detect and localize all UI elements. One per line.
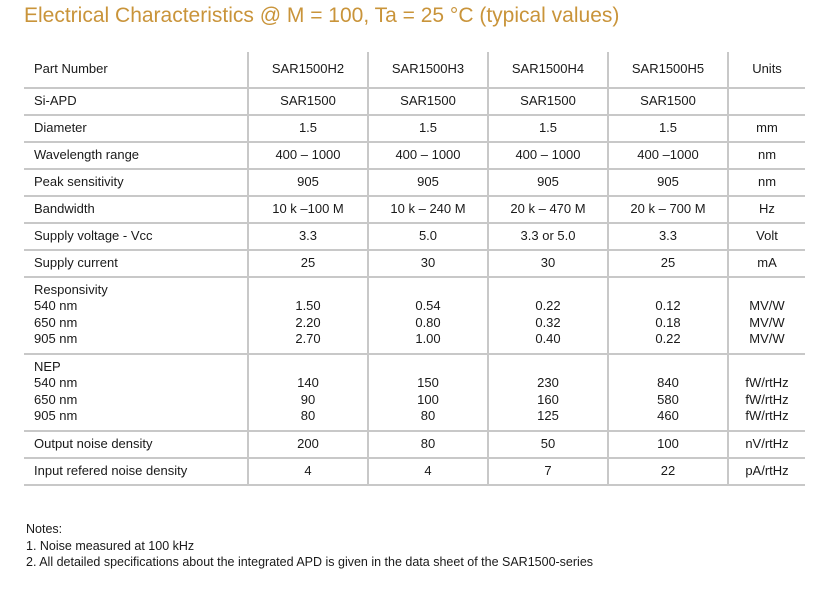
row-label — [24, 277, 248, 354]
nep-value: 125 — [537, 408, 559, 423]
note-item: 2. All detailed specifications about the integrated APD is given in the data sheet of the SAR1500-series — [26, 555, 594, 569]
responsivity-value: 0.54 — [415, 298, 441, 313]
table-row — [24, 169, 805, 196]
table-row — [24, 458, 805, 485]
cell-value — [368, 354, 488, 431]
responsivity-value: 0.32 — [535, 314, 561, 330]
specifications-table — [24, 52, 805, 486]
cell-value: SAR1500 — [368, 88, 488, 115]
nep-value: 140 — [297, 375, 319, 390]
cell-value — [248, 354, 368, 431]
responsivity-label: Responsivity — [34, 281, 108, 297]
cell-value — [488, 354, 608, 431]
nep-value: 840 — [657, 375, 679, 390]
responsivity-value: 2.70 — [295, 331, 321, 346]
wavelength-label: 650 nm — [34, 314, 78, 330]
responsivity-value: 0.22 — [655, 331, 681, 346]
table-row — [24, 431, 805, 458]
wavelength-label: 905 nm — [34, 331, 78, 346]
responsivity-value: 0.40 — [535, 331, 561, 346]
row-label: Peak sensitivity — [24, 169, 248, 196]
cell-value: 80 — [368, 431, 488, 458]
cell-value — [488, 277, 608, 354]
cell-value: 25 — [248, 250, 368, 277]
cell-unit: nm — [728, 142, 805, 169]
cell-value: 905 — [488, 169, 608, 196]
cell-value: SAR1500 — [608, 88, 728, 115]
header-part-h4: SAR1500H4 — [488, 52, 608, 88]
cell-unit: pA/rtHz — [728, 458, 805, 485]
cell-unit: nm — [728, 169, 805, 196]
row-label: Output noise density — [24, 431, 248, 458]
cell-value — [248, 277, 368, 354]
nep-value: 230 — [537, 375, 559, 390]
cell-value: 100 — [608, 431, 728, 458]
cell-value: 905 — [248, 169, 368, 196]
responsivity-unit: MV/W — [749, 314, 785, 330]
nep-value: 580 — [657, 391, 679, 407]
responsivity-value: 0.12 — [655, 298, 681, 313]
note-item: 1. Noise measured at 100 kHz — [26, 538, 195, 553]
cell-value: 400 – 1000 — [248, 142, 368, 169]
cell-unit: Volt — [728, 223, 805, 250]
header-units: Units — [728, 52, 805, 88]
row-label: Bandwidth — [24, 196, 248, 223]
cell-value: 3.3 — [608, 223, 728, 250]
responsivity-value: 2.20 — [295, 314, 321, 330]
header-part-number: Part Number — [24, 52, 248, 88]
responsivity-value: 1.00 — [415, 331, 441, 346]
cell-value: 400 – 1000 — [488, 142, 608, 169]
cell-value: SAR1500 — [488, 88, 608, 115]
cell-value: 30 — [488, 250, 608, 277]
cell-value: 5.0 — [368, 223, 488, 250]
cell-value: 1.5 — [368, 115, 488, 142]
table-row — [24, 88, 805, 115]
responsivity-value: 0.80 — [415, 314, 441, 330]
wavelength-label: 905 nm — [34, 408, 78, 423]
header-part-h3: SAR1500H3 — [368, 52, 488, 88]
cell-value — [608, 354, 728, 431]
cell-value: 25 — [608, 250, 728, 277]
cell-value: 20 k – 470 M — [488, 196, 608, 223]
table-row — [24, 196, 805, 223]
row-label: Input refered noise density — [24, 458, 248, 485]
nep-unit: fW/rtHz — [745, 375, 789, 390]
cell-value: 3.3 or 5.0 — [488, 223, 608, 250]
cell-value: 4 — [368, 458, 488, 485]
cell-value: SAR1500 — [248, 88, 368, 115]
responsivity-unit: MV/W — [749, 298, 785, 313]
nep-value: 90 — [300, 391, 316, 407]
cell-value: 4 — [248, 458, 368, 485]
notes-section — [26, 521, 593, 571]
cell-value: 20 k – 700 M — [608, 196, 728, 223]
nep-row — [24, 354, 805, 431]
cell-value: 400 –1000 — [608, 142, 728, 169]
cell-unit — [728, 277, 805, 354]
row-label — [24, 354, 248, 431]
table-row — [24, 142, 805, 169]
responsivity-row — [24, 277, 805, 354]
cell-value: 7 — [488, 458, 608, 485]
cell-value: 400 – 1000 — [368, 142, 488, 169]
nep-value: 80 — [420, 408, 436, 423]
nep-value: 150 — [417, 375, 439, 390]
nep-unit: fW/rtHz — [745, 408, 789, 423]
cell-value: 30 — [368, 250, 488, 277]
nep-value: 160 — [537, 391, 559, 407]
row-label: Supply current — [24, 250, 248, 277]
cell-value: 10 k –100 M — [248, 196, 368, 223]
cell-value: 10 k – 240 M — [368, 196, 488, 223]
cell-value: 905 — [608, 169, 728, 196]
cell-value: 1.5 — [608, 115, 728, 142]
responsivity-value: 0.22 — [535, 298, 561, 313]
nep-label: NEP — [34, 358, 61, 374]
table-row — [24, 250, 805, 277]
table-row — [24, 223, 805, 250]
nep-value: 100 — [417, 391, 439, 407]
row-label: Wavelength range — [24, 142, 248, 169]
cell-value: 3.3 — [248, 223, 368, 250]
cell-unit: mm — [728, 115, 805, 142]
responsivity-unit: MV/W — [749, 331, 785, 346]
cell-value — [368, 277, 488, 354]
nep-value: 460 — [657, 408, 679, 423]
wavelength-label: 540 nm — [34, 375, 78, 390]
wavelength-label: 650 nm — [34, 391, 78, 407]
row-label: Supply voltage - Vcc — [24, 223, 248, 250]
notes-heading: Notes: — [26, 522, 63, 536]
header-part-h2: SAR1500H2 — [248, 52, 368, 88]
nep-unit: fW/rtHz — [745, 391, 789, 407]
table-header-row — [24, 52, 805, 88]
cell-value: 50 — [488, 431, 608, 458]
cell-unit: mA — [728, 250, 805, 277]
row-label: Diameter — [24, 115, 248, 142]
cell-value: 200 — [248, 431, 368, 458]
cell-value: 22 — [608, 458, 728, 485]
cell-unit — [728, 354, 805, 431]
header-part-h5: SAR1500H5 — [608, 52, 728, 88]
cell-value: 1.5 — [488, 115, 608, 142]
cell-value: 1.5 — [248, 115, 368, 142]
responsivity-value: 0.18 — [655, 314, 681, 330]
nep-value: 80 — [300, 408, 316, 423]
wavelength-label: 540 nm — [34, 298, 78, 313]
cell-unit — [728, 88, 805, 115]
row-label: Si-APD — [24, 88, 248, 115]
page-title: Electrical Characteristics @ M = 100, Ta = 25 °C (typical values) — [24, 4, 620, 27]
responsivity-value: 1.50 — [295, 298, 321, 313]
cell-value — [608, 277, 728, 354]
cell-unit: nV/rtHz — [728, 431, 805, 458]
cell-value: 905 — [368, 169, 488, 196]
table-row — [24, 115, 805, 142]
cell-unit: Hz — [728, 196, 805, 223]
